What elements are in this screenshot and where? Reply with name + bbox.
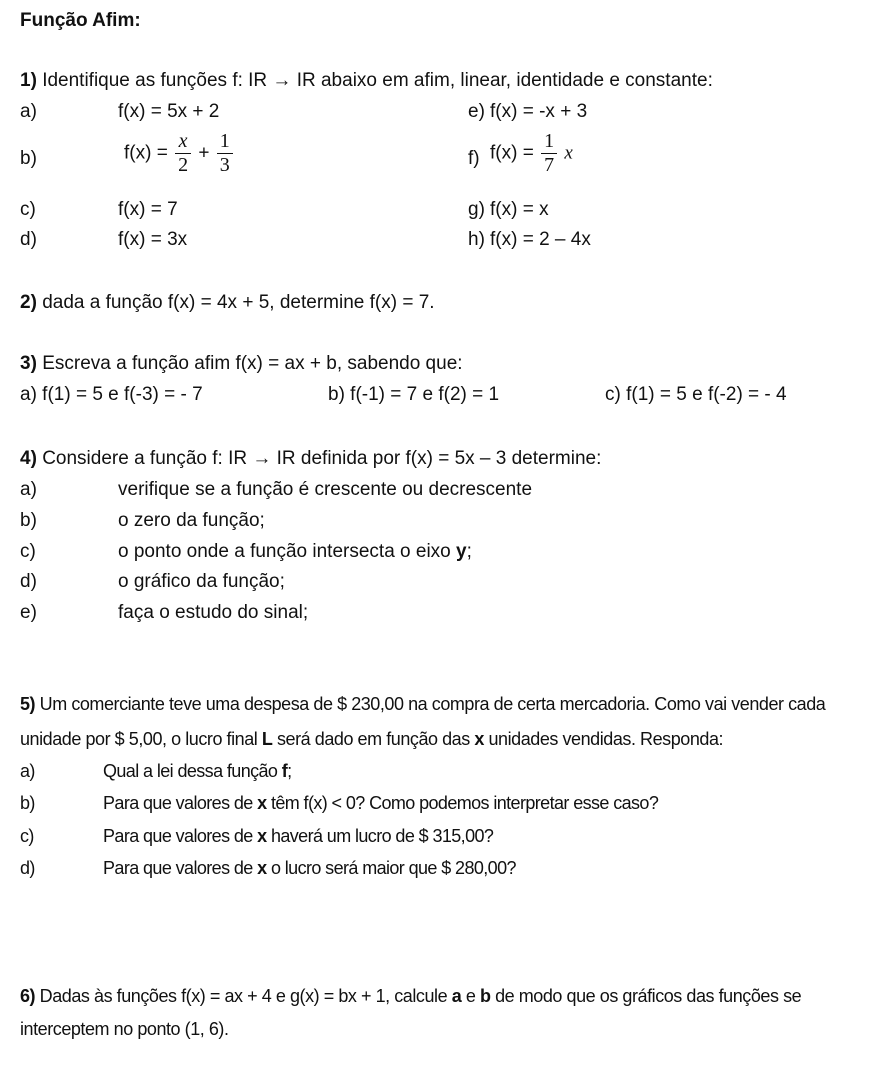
item-label: g)	[468, 199, 485, 220]
bold-x: x	[257, 826, 267, 846]
item-label: b)	[20, 793, 35, 813]
function-expr: f(x) = 7	[118, 199, 178, 220]
question-text: Identifique as funções f: IR → IR abaixo em afim, linear, identidade e constante:	[42, 70, 713, 91]
text-segment: unidade por $ 5,00, o lucro final	[20, 729, 258, 749]
text-segment: Dadas às funções f(x) = ax + 4 e g(x) = bx + 1, calcule	[39, 986, 448, 1006]
item-label: d)	[20, 229, 37, 250]
q4-item-a: verifique se a função é crescente ou decrescente	[118, 479, 533, 500]
bold-x: x	[257, 793, 267, 813]
plus-sign: +	[198, 142, 210, 164]
item-label: d)	[20, 571, 37, 592]
bold-b: b	[479, 986, 491, 1006]
text-segment: têm f(x) < 0? Como podemos interpretar esse caso?	[270, 793, 659, 813]
q3-item-b: b) f(-1) = 7 e f(2) = 1	[328, 384, 500, 405]
numerator: 1	[541, 130, 557, 154]
bold-a: a	[451, 986, 462, 1006]
item-label: a)	[20, 761, 35, 781]
question-6-line1	[20, 986, 801, 1007]
q4-item-d: o gráfico da função;	[118, 571, 285, 592]
item-label: a)	[20, 479, 37, 500]
item-label: e)	[468, 101, 485, 122]
text-segment: o lucro será maior que $ 280,00?	[270, 858, 516, 878]
item-label: d)	[20, 858, 35, 878]
function-expr: f(x) = x	[490, 199, 549, 220]
function-expr-fraction	[124, 130, 235, 177]
question-5-line2	[20, 729, 723, 750]
text-segment: e	[465, 986, 476, 1006]
function-expr: f(x) = 5x + 2	[118, 101, 220, 122]
q5-item-b	[103, 793, 658, 814]
question-number: 6)	[20, 986, 36, 1006]
numerator: 1	[217, 130, 233, 154]
variable: x	[564, 142, 573, 164]
item-label: a)	[20, 101, 37, 122]
function-expr: f(x) = 3x	[118, 229, 188, 250]
bold-L: L	[261, 729, 273, 749]
item-text: o ponto onde a função intersecta o eixo	[118, 541, 451, 562]
question-number: 3)	[20, 353, 37, 374]
question-text: Um comerciante teve uma despesa de $ 230,00 na compra de certa mercadoria. Como vai vender cada	[39, 694, 826, 714]
item-label: c)	[20, 199, 36, 220]
function-expr-fraction	[490, 130, 573, 177]
q4-item-b: o zero da função;	[118, 510, 265, 531]
q5-item-c	[103, 826, 493, 847]
question-text: dada a função f(x) = 4x + 5, determine f(x) = 7.	[42, 292, 435, 313]
item-label: c)	[20, 826, 34, 846]
item-label: e)	[20, 602, 37, 623]
punctuation: ;	[287, 761, 292, 781]
question-2	[20, 292, 435, 314]
item-label: b)	[20, 148, 37, 169]
text-segment: de modo que os gráficos das funções se	[495, 986, 802, 1006]
item-label: h)	[468, 229, 485, 250]
denominator: 7	[544, 154, 555, 176]
punctuation: ;	[466, 541, 472, 562]
question-number: 2)	[20, 292, 37, 313]
q3-item-c: c) f(1) = 5 e f(-2) = - 4	[605, 384, 787, 405]
numerator: x	[175, 130, 191, 154]
q4-item-e: faça o estudo do sinal;	[118, 602, 309, 623]
denominator: 3	[219, 154, 230, 176]
question-number: 5)	[20, 694, 36, 714]
question-5-line1	[20, 694, 825, 715]
question-number: 1)	[20, 70, 37, 91]
text-segment: Para que valores de	[103, 858, 253, 878]
question-1	[20, 70, 713, 92]
bold-x: x	[474, 729, 484, 749]
bold-x: x	[257, 858, 267, 878]
question-6-line2: interceptem no ponto (1, 6).	[20, 1019, 229, 1039]
q5-item-a	[103, 761, 292, 782]
fraction-1-over-3	[217, 130, 233, 177]
bold-y: y	[456, 541, 467, 562]
question-text: Escreva a função afim f(x) = ax + b, sabendo que:	[42, 353, 463, 374]
question-4	[20, 448, 601, 470]
q4-item-c	[118, 541, 472, 563]
function-prefix: f(x) =	[490, 142, 534, 164]
function-prefix: f(x) =	[124, 142, 168, 164]
fraction-1-over-7	[541, 130, 557, 177]
question-3	[20, 353, 463, 375]
function-expr: f(x) = 2 – 4x	[490, 229, 591, 250]
text-segment: Qual a lei dessa função	[103, 761, 278, 781]
bold-f: f	[281, 761, 288, 781]
question-number: 4)	[20, 448, 37, 469]
item-label: b)	[20, 510, 37, 531]
q5-item-d	[103, 858, 516, 879]
item-label: f)	[468, 148, 480, 169]
text-segment: Para que valores de	[103, 826, 253, 846]
question-text: Considere a função f: IR → IR definida por f(x) = 5x – 3 determine:	[42, 448, 602, 469]
item-label: c)	[20, 541, 36, 562]
text-segment: unidades vendidas. Responda:	[488, 729, 724, 749]
q3-item-a: a) f(1) = 5 e f(-3) = - 7	[20, 384, 203, 405]
text-segment: haverá um lucro de $ 315,00?	[270, 826, 494, 846]
page-title: Função Afim:	[20, 10, 141, 31]
text-segment: será dado em função das	[277, 729, 470, 749]
denominator: 2	[178, 154, 189, 176]
text-segment: Para que valores de	[103, 793, 253, 813]
function-expr: f(x) = -x + 3	[490, 101, 588, 122]
fraction-x-over-2	[175, 130, 191, 177]
